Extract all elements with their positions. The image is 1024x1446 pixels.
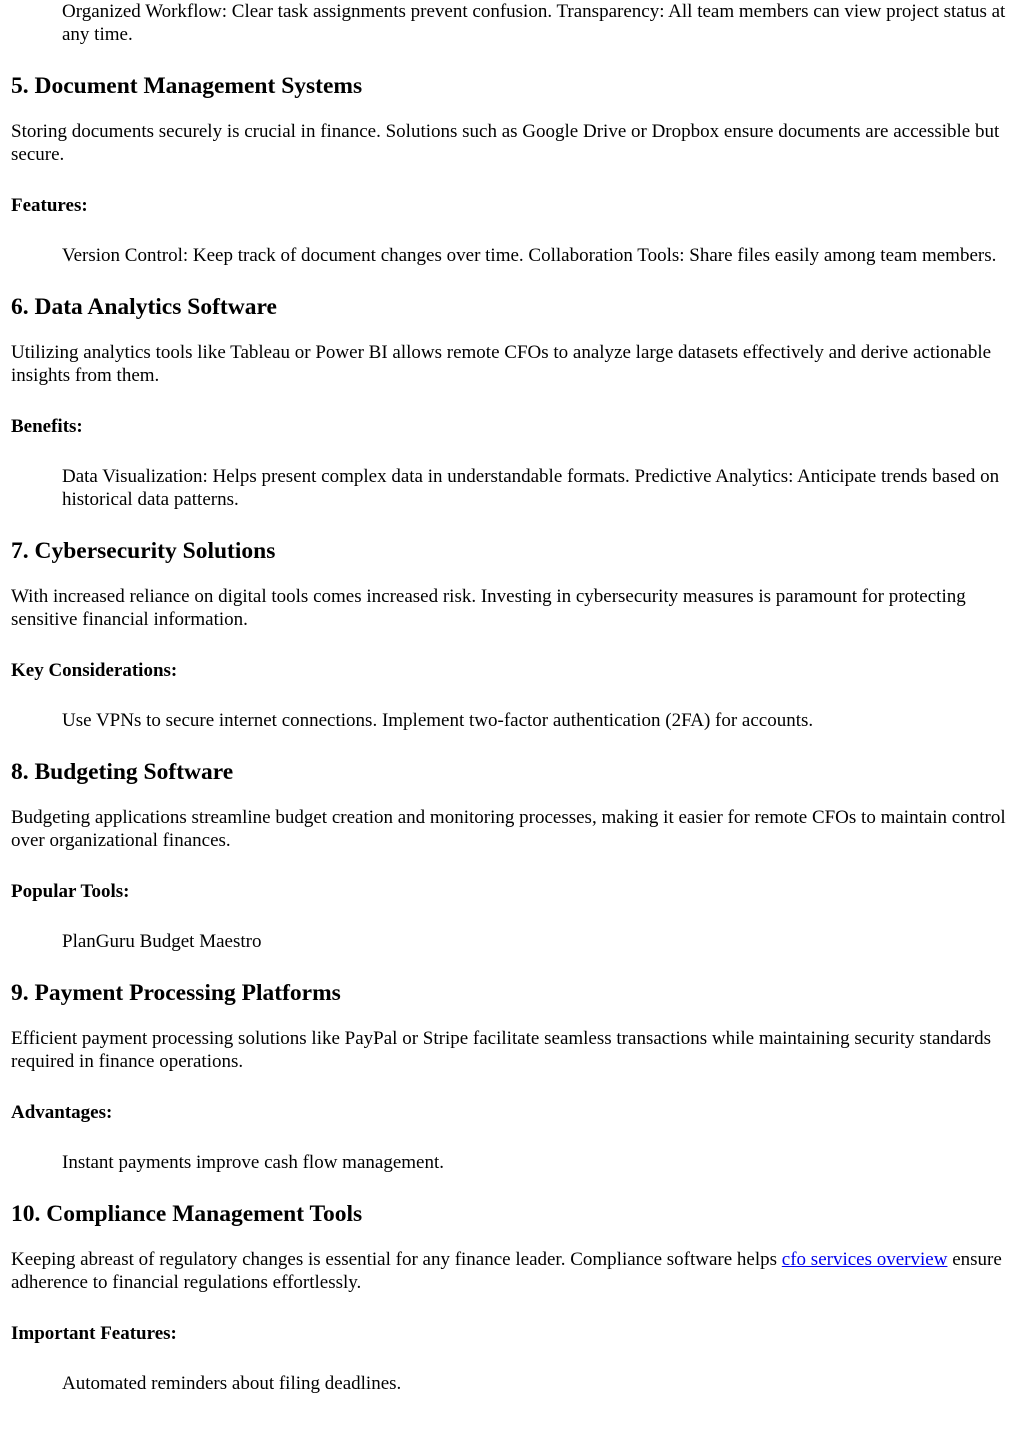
section-heading-10: 10. Compliance Management Tools [11, 1201, 363, 1227]
section-list-10: Automated reminders about filing deadlines. [62, 1373, 402, 1394]
section-list-9: Instant payments improve cash flow management. [62, 1152, 445, 1173]
section-body-9: Efficient payment processing solutions like PayPal or Stripe facilitate seamless transactions while maintaining security standards required in finance operations. [11, 1028, 992, 1072]
section-heading-5: 5. Document Management Systems [11, 73, 363, 99]
section-body-5: Storing documents securely is crucial in finance. Solutions such as Google Drive or Dropbox ensure documents are accessible but secure. [11, 121, 1000, 165]
section-list-5: Version Control: Keep track of document changes over time. Collaboration Tools: Share files easily among team members. [62, 245, 997, 266]
section-body-10 [11, 1248, 1013, 1294]
section-subheading-7: Key Considerations: [11, 660, 178, 681]
section-body-7: With increased reliance on digital tools comes increased risk. Investing in cybersecurity measures is paramount for protecting sensitive financial information. [11, 586, 966, 630]
section-heading-9: 9. Payment Processing Platforms [11, 980, 341, 1006]
section-heading-8: 8. Budgeting Software [11, 759, 234, 785]
section-body-10-before: Keeping abreast of regulatory changes is essential for any finance leader. Compliance software helps [11, 1249, 782, 1270]
section-subheading-10: Important Features: [11, 1323, 177, 1344]
section-body-8: Budgeting applications streamline budget creation and monitoring processes, making it easier for remote CFOs to maintain control over organizational finances. [11, 807, 1006, 851]
top-list-text: Organized Workflow: Clear task assignments prevent confusion. Transparency: All team members can view project status at any time. [62, 1, 1006, 45]
section-subheading-6: Benefits: [11, 416, 83, 437]
cfo-services-overview-link[interactable]: cfo services overview [781, 1249, 948, 1270]
section-list-7: Use VPNs to secure internet connections. Implement two-factor authentication (2FA) for accounts. [62, 710, 814, 731]
section-body-10-after: ensure adherence to financial regulations effortlessly. [11, 1249, 1002, 1293]
section-list-6: Data Visualization: Helps present complex data in understandable formats. Predictive Analytics: Anticipate trends based on historical data patterns. [62, 466, 1000, 510]
section-subheading-8: Popular Tools: [11, 881, 130, 902]
section-list-8: PlanGuru Budget Maestro [62, 931, 262, 952]
section-subheading-9: Advantages: [11, 1102, 113, 1123]
section-heading-6: 6. Data Analytics Software [11, 294, 277, 320]
section-heading-7: 7. Cybersecurity Solutions [11, 538, 276, 564]
section-body-6: Utilizing analytics tools like Tableau or Power BI allows remote CFOs to analyze large datasets effectively and derive actionable insights from them. [11, 342, 992, 386]
section-subheading-5: Features: [11, 195, 88, 216]
